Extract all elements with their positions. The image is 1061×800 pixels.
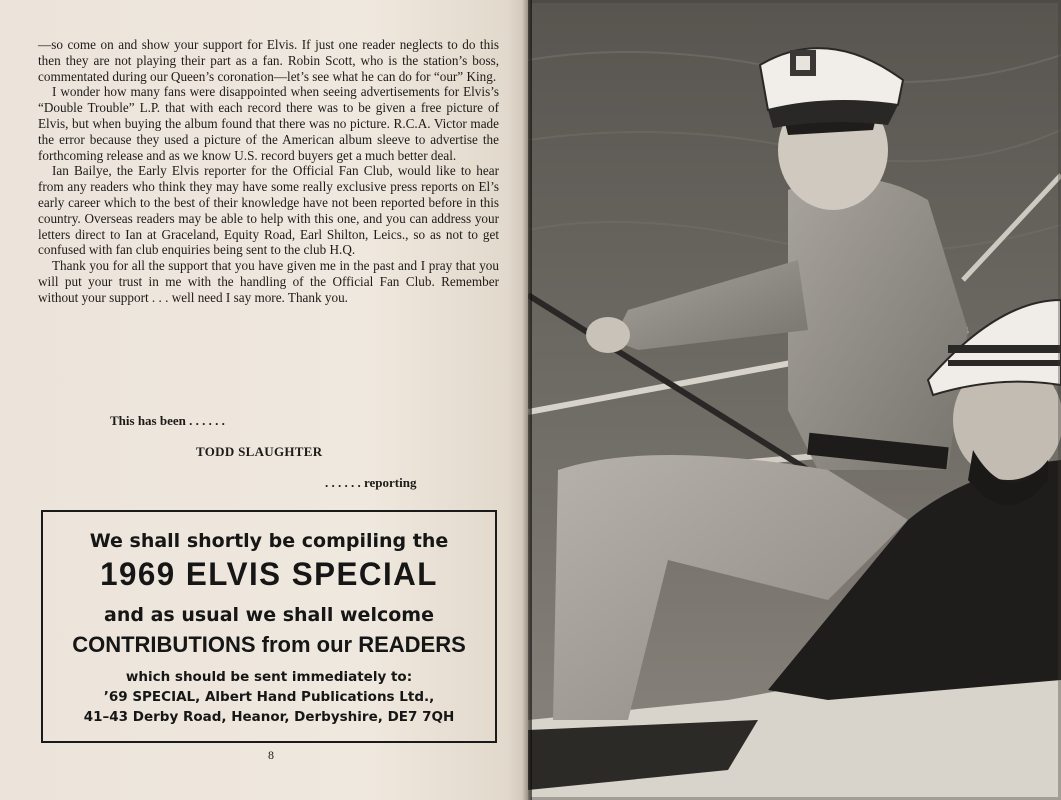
captain-hand [586, 317, 630, 353]
article-body [38, 37, 499, 306]
paragraph-2: I wonder how many fans were disappointed when seeing advertisements for Elvis’s “Double Trouble” L.P. that with each record there was to be given a free picture of Elvis, but when buying the album found that there was no picture. R.C.A. Victor made the error because they used a picture of the American album sleeve to advertise the forthcoming release and as we know U.S. record buyers get a much better deal. [38, 84, 499, 163]
paragraph-3: Ian Bailye, the Early Elvis reporter for the Official Fan Club, would like to hear from any readers who think they may have some really exclusive press reports on El’s early career which to the best of their knowledge have not been reported before in this country. Overseas readers may be able to help with this one, and you can address your letters direct to Ian at Graceland, Equity Road, Earl Shilton, Leics., so as not to get confused with fan club enquiries being sent to the club H.Q. [38, 163, 499, 258]
advert-address-2: 41–43 Derby Road, Heanor, Derbyshire, DE7 7QH [83, 709, 455, 725]
book-gutter [522, 0, 532, 800]
signoff-intro: This has been . . . . . . [110, 413, 225, 428]
advert-headline: 1969 ELVIS SPECIAL [100, 556, 438, 592]
advert-line-4: CONTRIBUTIONS from our READERS [72, 632, 466, 657]
paragraph-1: —so come on and show your support for Elvis. If just one reader neglects to do this then they are not playing their part as a fan. Robin Scott, who is the station’s boss, commentated during our Queen’s coronation—let’s see what he can do for “our” King. [38, 37, 499, 84]
advert-line-5: which should be sent immediately to: [125, 669, 413, 685]
advert-address-1: ’69 SPECIAL, Albert Hand Publications Ltd., [103, 689, 435, 705]
paragraph-4: Thank you for all the support that you have given me in the past and I pray that you will put your trust in me with the handling of the Official Fan Club. Remember without your support . . . well need I say more. Thank you. [38, 258, 499, 305]
signoff-end: . . . . . . reporting [325, 475, 417, 490]
right-page [528, 0, 1061, 800]
author-name: TODD SLAUGHTER [196, 444, 323, 459]
advert-line-1: We shall shortly be compiling the [89, 530, 449, 552]
photo-elvis-in-boat [528, 0, 1061, 800]
page-number: 8 [268, 748, 274, 762]
advert-line-3: and as usual we shall welcome [104, 604, 434, 626]
advert-box [41, 510, 497, 743]
left-page [0, 0, 528, 800]
